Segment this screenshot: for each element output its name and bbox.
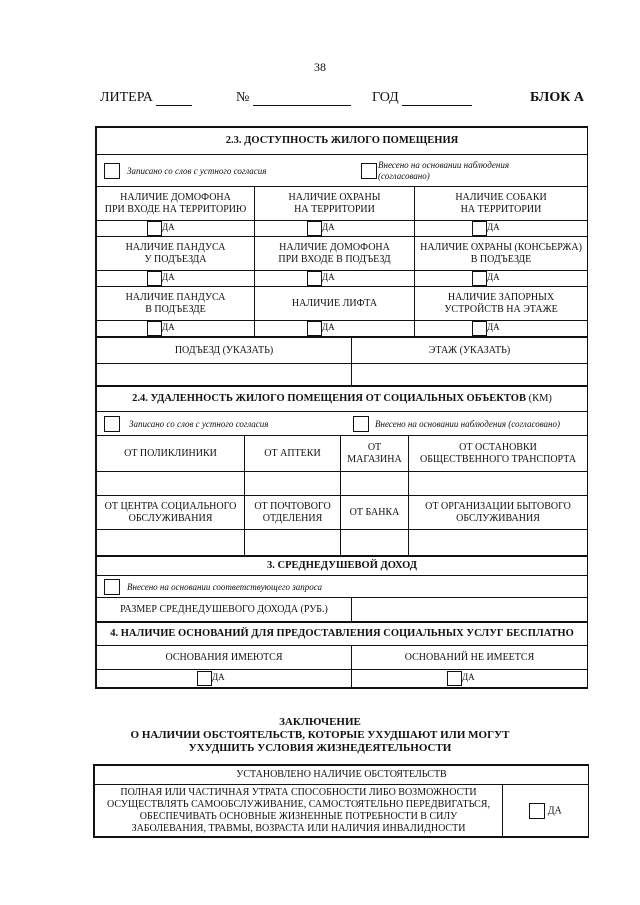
concierge-label: НАЛИЧИЕ ОХРАНЫ (КОНСЬЕРЖА) В ПОДЪЕЗДЕ — [415, 237, 588, 271]
dog-territory-yes[interactable]: ДА — [415, 221, 588, 237]
checkbox[interactable] — [307, 271, 322, 286]
entrance-floor-table — [96, 337, 588, 386]
floor-input[interactable] — [352, 364, 588, 386]
circumstances-established: УСТАНОВЛЕНО НАЛИЧИЕ ОБСТОЯТЕЛЬСТВ — [95, 766, 589, 785]
oral-consent-checkbox[interactable] — [104, 163, 120, 179]
clinic-input[interactable] — [97, 472, 245, 496]
circumstances-yes[interactable]: ДА — [503, 785, 589, 837]
section-2-3-table — [96, 127, 588, 337]
litera-label: ЛИТЕРА — [100, 90, 153, 105]
litera-field — [100, 90, 192, 106]
section-3-title: 3. СРЕДНЕДУШЕВОЙ ДОХОД — [97, 557, 588, 576]
main-form — [95, 126, 588, 689]
ramp-inside-yes[interactable]: ДА — [97, 321, 255, 337]
bank-input[interactable] — [341, 530, 409, 556]
section-3-table — [96, 556, 588, 622]
elevator-yes[interactable]: ДА — [255, 321, 415, 337]
litera-input[interactable] — [156, 91, 192, 106]
section-2-3-title: 2.3. ДОСТУПНОСТЬ ЖИЛОГО ПОМЕЩЕНИЯ — [97, 128, 588, 155]
bank-label: ОТ БАНКА — [341, 496, 409, 530]
ramp-entrance-label: НАЛИЧИЕ ПАНДУСА У ПОДЪЕЗДА — [97, 237, 255, 271]
year-label: ГОД — [372, 90, 399, 105]
services-label: ОТ ОРГАНИЗАЦИИ БЫТОВОГО ОБСЛУЖИВАНИЯ — [409, 496, 588, 530]
pharmacy-label: ОТ АПТЕКИ — [245, 436, 341, 472]
shop-label: ОТ МАГАЗИНА — [341, 436, 409, 472]
section-3-options — [97, 576, 588, 598]
conclusion-heading: ЗАКЛЮЧЕНИЕ О НАЛИЧИИ ОБСТОЯТЕЛЬСТВ, КОТОРЫЕ УХУДШАЮТ ИЛИ МОГУТ УХУДШИТЬ УСЛОВИЯ ЖИЗНЕДЕЯТЕЛЬНОСТИ — [130, 716, 510, 754]
social-center-label: ОТ ЦЕНТРА СОЦИАЛЬНОГО ОБСЛУЖИВАНИЯ — [97, 496, 245, 530]
request-checkbox[interactable] — [104, 579, 120, 595]
oral-consent-label: Записано со слов с устного согласия — [127, 166, 267, 176]
circumstances-text: ПОЛНАЯ ИЛИ ЧАСТИЧНАЯ УТРАТА СПОСОБНОСТИ ЛИБО ВОЗМОЖНОСТИ ОСУЩЕСТВЛЯТЬ САМООБСЛУЖИВАНИЕ, САМОСТОЯТЕЛЬНО ПЕРЕДВИГАТЬСЯ, ОБЕСПЕЧИВАТЬ ОСНОВНЫЕ ЖИЗНЕННЫЕ ПОТРЕБНОСТИ В СИЛУ ЗАБОЛЕВАНИЯ, ТРАВМЫ, ВОЗРАСТА ИЛИ НАЛИЧИЯ ИНВАЛИДНОСТИ — [95, 785, 503, 837]
section-2-3-options — [97, 155, 588, 187]
observation-label-2: (согласовано) — [378, 171, 430, 181]
ramp-entrance-yes[interactable]: ДА — [97, 271, 255, 287]
conclusion-box — [93, 764, 589, 838]
checkbox[interactable] — [447, 671, 462, 686]
lock-devices-yes[interactable]: ДА — [415, 321, 588, 337]
services-input[interactable] — [409, 530, 588, 556]
section-2-4-title: 2.4. УДАЛЕННОСТЬ ЖИЛОГО ПОМЕЩЕНИЯ ОТ СОЦИАЛЬНЫХ ОБЪЕКТОВ (КМ) — [97, 387, 588, 412]
intercom-territory-label: НАЛИЧИЕ ДОМОФОНА ПРИ ВХОДЕ НА ТЕРРИТОРИЮ — [97, 187, 255, 221]
income-label: РАЗМЕР СРЕДНЕДУШЕВОГО ДОХОДА (РУБ.) — [97, 598, 352, 622]
checkbox[interactable] — [307, 321, 322, 336]
pharmacy-input[interactable] — [245, 472, 341, 496]
observation-label-1: Внесено на основании наблюдения — [378, 160, 510, 170]
intercom-entrance-label: НАЛИЧИЕ ДОМОФОНА ПРИ ВХОДЕ В ПОДЪЕЗД — [255, 237, 415, 271]
ramp-inside-label: НАЛИЧИЕ ПАНДУСА В ПОДЪЕЗДЕ — [97, 287, 255, 321]
section-2-4-table — [96, 386, 588, 556]
checkbox[interactable] — [472, 271, 487, 286]
year-field — [372, 90, 472, 106]
checkbox[interactable] — [147, 321, 162, 336]
transport-stop-input[interactable] — [409, 472, 588, 496]
checkbox[interactable] — [147, 271, 162, 286]
section-2-4-options — [97, 412, 588, 436]
grounds-none-yes[interactable]: ДА — [352, 670, 588, 688]
section-4-table — [96, 622, 588, 688]
oral-consent-label-2: Записано со слов с устного согласия — [129, 419, 269, 429]
checkbox[interactable] — [472, 321, 487, 336]
elevator-label: НАЛИЧИЕ ЛИФТА — [255, 287, 415, 321]
intercom-territory-yes[interactable]: ДА — [97, 221, 255, 237]
section-4-title: 4. НАЛИЧИЕ ОСНОВАНИЙ ДЛЯ ПРЕДОСТАВЛЕНИЯ СОЦИАЛЬНЫХ УСЛУГ БЕСПЛАТНО — [97, 623, 588, 646]
shop-input[interactable] — [341, 472, 409, 496]
grounds-exist-label: ОСНОВАНИЯ ИМЕЮТСЯ — [97, 646, 352, 670]
income-input[interactable] — [352, 598, 588, 622]
checkbox[interactable] — [472, 221, 487, 236]
oral-consent-checkbox-2[interactable] — [104, 416, 120, 432]
lock-devices-label: НАЛИЧИЕ ЗАПОРНЫХ УСТРОЙСТВ НА ЭТАЖЕ — [415, 287, 588, 321]
grounds-exist-yes[interactable]: ДА — [97, 670, 352, 688]
entrance-label: ПОДЪЕЗД (УКАЗАТЬ) — [97, 338, 352, 364]
transport-stop-label: ОТ ОСТАНОВКИ ОБЩЕСТВЕННОГО ТРАНСПОРТА — [409, 436, 588, 472]
grounds-none-label: ОСНОВАНИЙ НЕ ИМЕЕТСЯ — [352, 646, 588, 670]
block-label: БЛОК А — [530, 90, 584, 105]
dog-territory-label: НАЛИЧИЕ СОБАКИ НА ТЕРРИТОРИИ — [415, 187, 588, 221]
post-office-label: ОТ ПОЧТОВОГО ОТДЕЛЕНИЯ — [245, 496, 341, 530]
observation-checkbox-2[interactable] — [353, 416, 369, 432]
checkbox[interactable] — [529, 803, 545, 819]
entrance-input[interactable] — [97, 364, 352, 386]
request-label: Внесено на основании соответствующего запроса — [127, 582, 322, 592]
checkbox[interactable] — [307, 221, 322, 236]
page-number: 38 — [314, 60, 326, 74]
guard-territory-yes[interactable]: ДА — [255, 221, 415, 237]
post-office-input[interactable] — [245, 530, 341, 556]
concierge-yes[interactable]: ДА — [415, 271, 588, 287]
clinic-label: ОТ ПОЛИКЛИНИКИ — [97, 436, 245, 472]
number-field — [236, 90, 351, 106]
number-label: № — [236, 90, 250, 105]
checkbox[interactable] — [197, 671, 212, 686]
year-input[interactable] — [402, 91, 472, 106]
observation-label-3: Внесено на основании наблюдения (согласовано) — [375, 419, 561, 429]
floor-label: ЭТАЖ (УКАЗАТЬ) — [352, 338, 588, 364]
guard-territory-label: НАЛИЧИЕ ОХРАНЫ НА ТЕРРИТОРИИ — [255, 187, 415, 221]
number-input[interactable] — [253, 91, 351, 106]
social-center-input[interactable] — [97, 530, 245, 556]
checkbox[interactable] — [147, 221, 162, 236]
observation-checkbox[interactable] — [361, 163, 377, 179]
intercom-entrance-yes[interactable]: ДА — [255, 271, 415, 287]
